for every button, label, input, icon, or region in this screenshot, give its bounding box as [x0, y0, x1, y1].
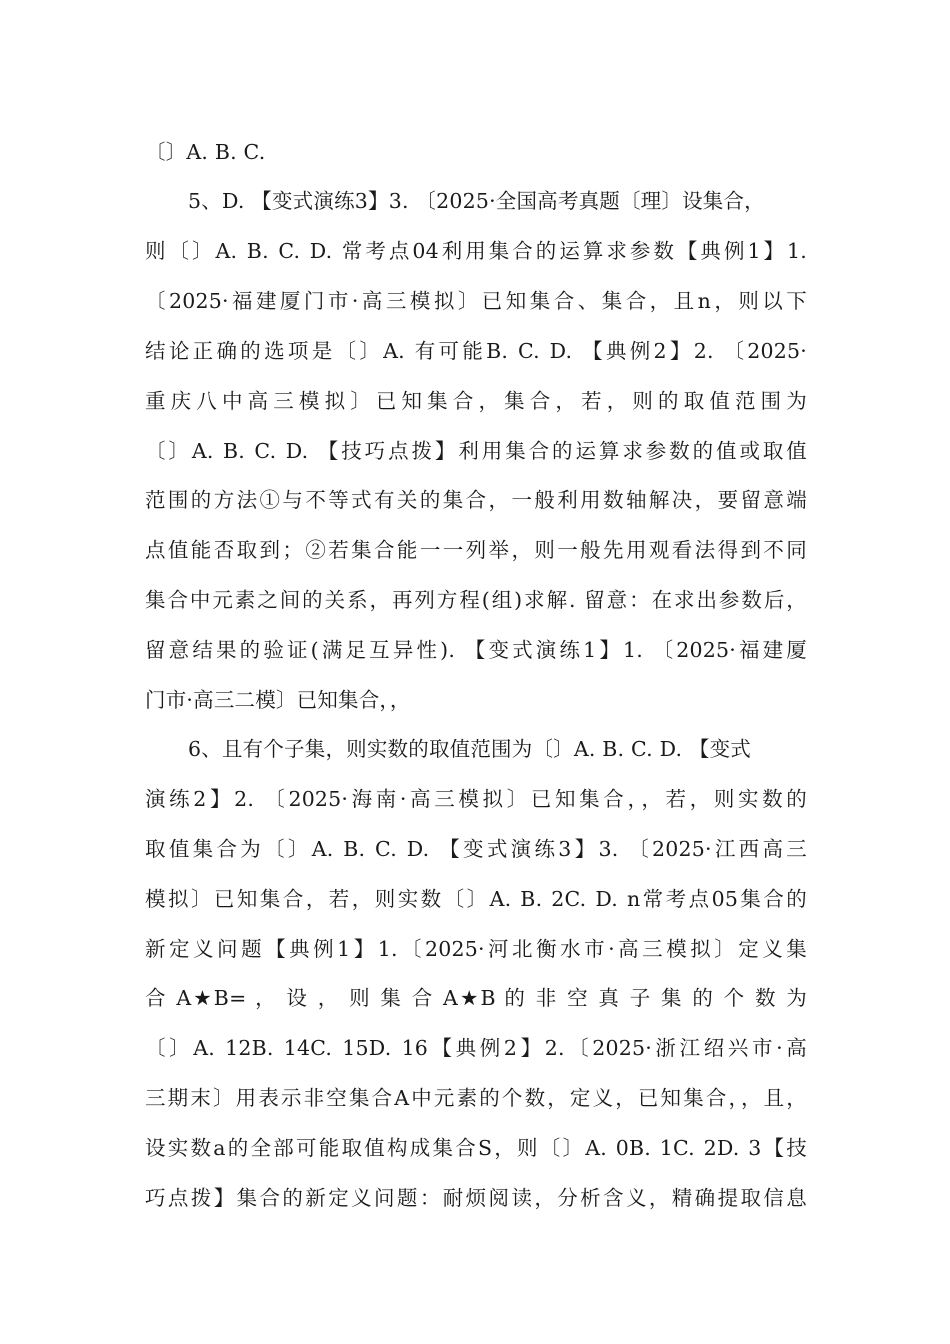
- text-line: 〔〕A. 12B. 14C. 15D. 16【典例2】2.〔2025·浙江绍兴市·高: [145, 1036, 807, 1060]
- text-line: 三期末〕用表示非空集合A中元素的个数，定义，已知集合，，且，: [145, 1086, 807, 1110]
- text-line: 范围的方法①与不等式有关的集合，一般利用数轴解决，要留意端: [145, 488, 807, 512]
- text-line: 巧点拨】集合的新定义问题：耐烦阅读，分析含义，精确提取信息: [145, 1186, 807, 1210]
- text-line: 点值能否取到；②若集合能一一列举，则一般先用观看法得到不同: [145, 538, 807, 562]
- text-line: 重庆八中高三模拟〕已知集合，集合，若，则的取值范围为: [145, 389, 807, 413]
- text-line: 〔〕A. B. C.: [145, 140, 266, 164]
- text-line: 5、D. 【变式演练3】3. 〔2025·全国高考真题〔理〕设集合，: [188, 189, 765, 213]
- text-line: 〔〕A. B. C. D. 【技巧点拨】利用集合的运算求参数的值或取值: [145, 439, 807, 463]
- text-line: 模拟〕已知集合，若，则实数〔〕A. B. 2C. D. n常考点05集合的: [145, 887, 807, 911]
- text-line: 〔2025·福建厦门市·高三模拟〕已知集合、集合，且n，则以下: [145, 289, 807, 313]
- text-line: 留意结果的验证(满足互异性). 【变式演练1】1. 〔2025·福建厦: [145, 638, 807, 662]
- text-line: 演练2】2. 〔2025·海南·高三模拟〕已知集合，，若，则实数的: [145, 787, 807, 811]
- text-line: 6、且有个子集，则实数的取值范围为〔〕A. B. C. D. 【变式: [188, 737, 752, 761]
- text-line: 门市·高三二模〕已知集合，，: [145, 688, 411, 712]
- text-line: 集合中元素之间的关系，再列方程(组)求解. 留意：在求出参数后，: [145, 588, 807, 612]
- text-line: 则〔〕A. B. C. D. 常考点04利用集合的运算求参数【典例1】1.: [145, 239, 807, 263]
- text-line: 合 A★B= ， 设 ， 则 集 合 A★B 的 非 空 真 子 集 的 个 数 为: [145, 986, 807, 1010]
- text-line: 新定义问题【典例1】1.〔2025·河北衡水市·高三模拟〕定义集: [145, 937, 807, 961]
- text-line: 结论正确的选项是〔〕A. 有可能B. C. D. 【典例2】2. 〔2025·: [145, 339, 807, 363]
- text-line: 设实数a的全部可能取值构成集合S，则〔〕A. 0B. 1C. 2D. 3【技: [145, 1136, 807, 1160]
- text-line: 取值集合为〔〕A. B. C. D. 【变式演练3】3. 〔2025·江西高三: [145, 837, 807, 861]
